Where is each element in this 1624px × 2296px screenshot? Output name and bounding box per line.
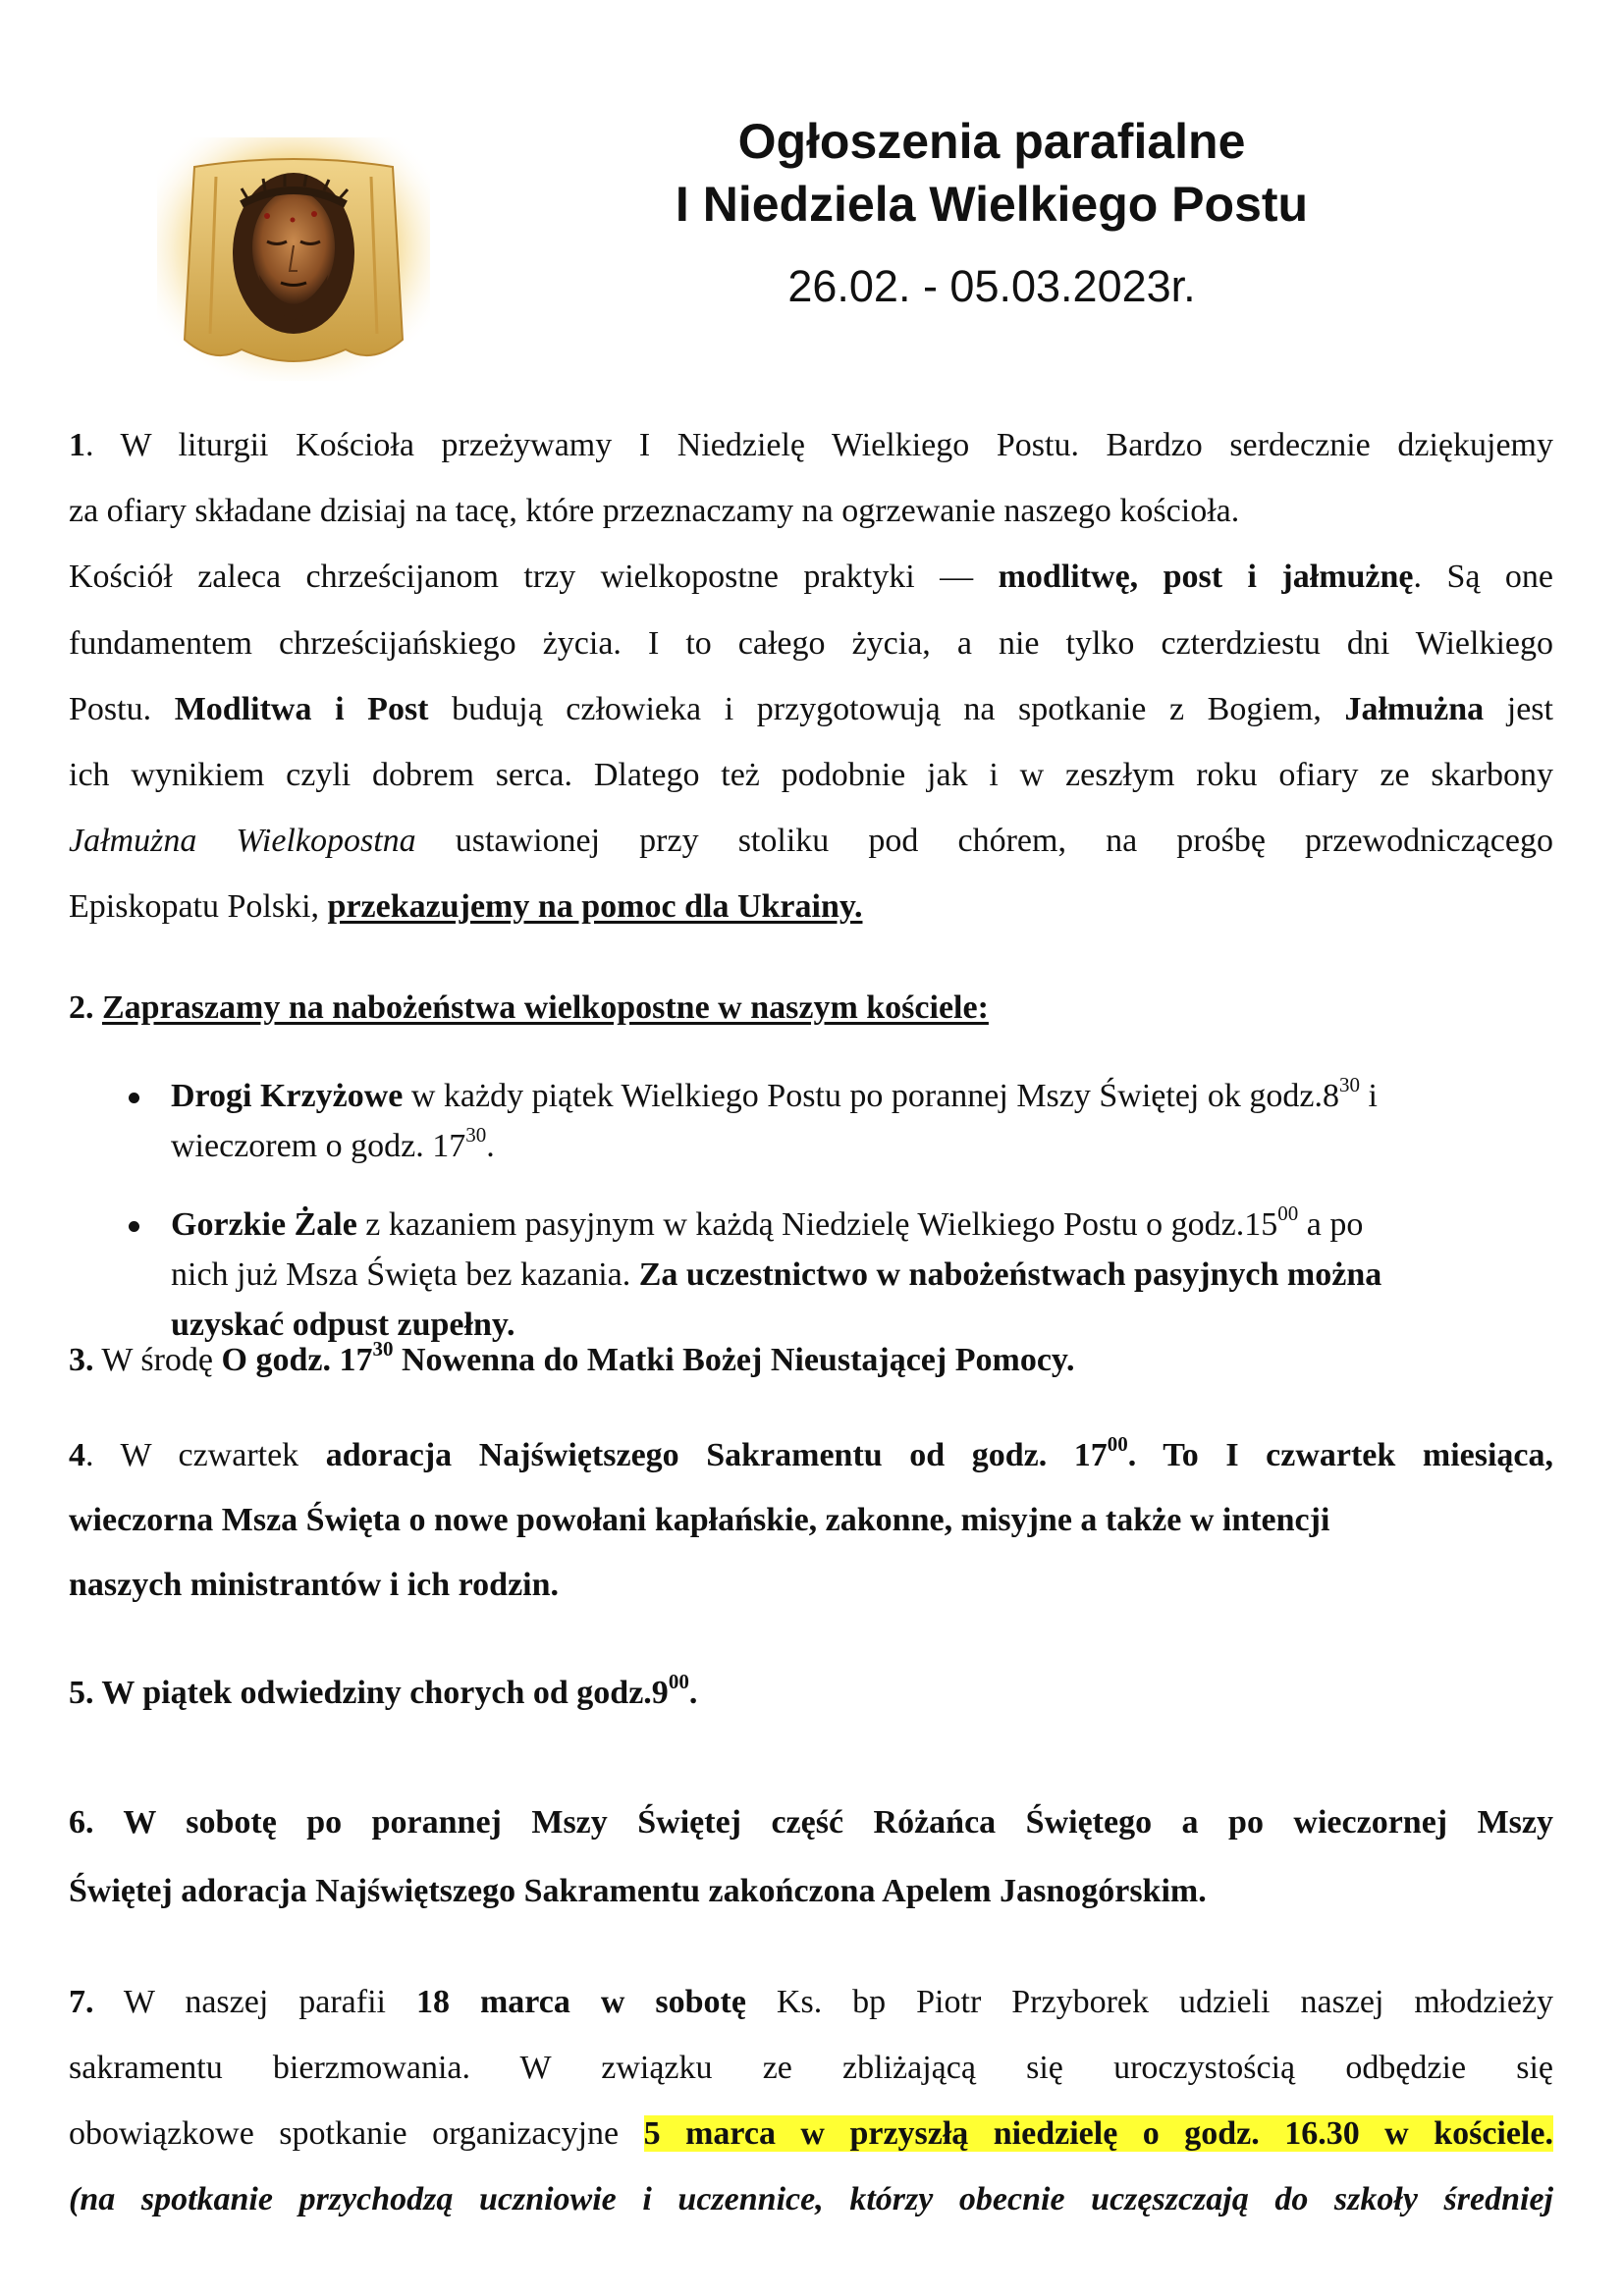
announcement-7 <box>69 1969 1553 2232</box>
highlighted-meeting-date: 5 marca w przyszłą niedzielę o godz. 16.30 w kościele. <box>643 2115 1553 2152</box>
date-range: 26.02. - 05.03.2023r. <box>787 261 1196 311</box>
announcement-7-line-2: sakramentu bierzmowania. W związku ze zbliżającą się uroczystością odbędzie się <box>69 2050 1553 2086</box>
announcement-4 <box>69 1423 1553 1618</box>
announcement-1-line-8: Episkopatu Polski, przekazujemy na pomoc dla Ukrainy. <box>69 888 863 925</box>
bullet-icon <box>129 1221 139 1232</box>
page-title: Ogłoszenia parafialne <box>737 114 1246 169</box>
page-subtitle: I Niedziela Wielkiego Postu <box>675 177 1309 232</box>
announcement-1 <box>69 412 1553 939</box>
announcement-2-heading: 2. Zapraszamy na nabożeństwa wielkopostne w naszym kościele: <box>69 989 989 1026</box>
announcement-1-line-1: 1. W liturgii Kościoła przeżywamy I Niedzielę Wielkiego Postu. Bardzo serdecznie dziękujemy <box>69 427 1553 463</box>
announcement-6-line-1: 6. W sobotę po porannej Mszy Świętej część Różańca Świętego a po wieczornej Mszy <box>69 1804 1553 1841</box>
service-list <box>69 1071 1553 1350</box>
announcement-1-line-2: za ofiary składane dzisiaj na tacę, które przeznaczamy na ogrzewanie naszego kościoła. <box>69 493 1240 529</box>
announcement-7-line-4: (na spotkanie przychodzą uczniowie i uczennice, którzy obecnie uczęszczają do szkoły średniej <box>69 2181 1553 2217</box>
announcement-1-line-3: Kościół zaleca chrześcijanom trzy wielkopostne praktyki — modlitwę, post i jałmużnę. Są one <box>69 559 1553 595</box>
bullet-icon <box>129 1093 139 1103</box>
list-item: Gorzkie Żale z kazaniem pasyjnym w każdą Niedzielę Wielkiego Postu o $godz.15^{00}$ a po nich już Msza Święta bez kazania. Za uczestnictwo w nabożeństwach pasyjnych można uzyskać odpust zupełny. <box>69 1200 1553 1350</box>
jesus-veil-illustration <box>157 137 430 381</box>
announcement-7-line-1: 7. W naszej parafii 18 marca w sobotę Ks. bp Piotr Przyborek udzieli naszej młodzieży <box>69 1984 1554 2020</box>
announcement-1-line-7: Jałmużna Wielkopostna ustawionej przy stoliku pod chórem, na prośbę przewodniczącego <box>69 823 1553 859</box>
jesus-veil-image <box>157 137 430 381</box>
announcement-6 <box>69 1789 1553 1926</box>
announcement-4-line-3: naszych ministrantów i ich rodzin. <box>69 1567 560 1603</box>
announcement-5: 5. W piątek odwiedziny chorych od $godz.9^{00}$. <box>69 1669 698 1711</box>
announcement-1-line-6: ich wynikiem czyli dobrem serca. Dlatego też podobnie jak i w zeszłym roku ofiary ze skarbony <box>69 757 1553 793</box>
announcement-4-line-1: 4. W czwartek adoracja Najświętszego Sakramentu od godz. $17^{00}$. To I czwartek miesiąca, <box>69 1431 1554 1473</box>
list-item: Drogi Krzyżowe w każdy piątek Wielkiego Postu po porannej Mszy Świętej ok $godz.8^{30}$ i wieczorem o godz. $17^{30}$. <box>69 1071 1553 1171</box>
announcement-1-line-5: Postu. Modlitwa i Post budują człowieka i przygotowują na spotkanie z Bogiem, Jałmużna jest <box>69 691 1553 727</box>
announcement-2 <box>69 986 1553 1350</box>
announcement-3: 3. W środę O godz. $17^{30}$ Nowenna do Matki Bożej Nieustającej Pomocy. <box>69 1336 1075 1378</box>
announcement-6-line-2: Świętej adoracja Najświętszego Sakramentu zakończona Apelem Jasnogórskim. <box>69 1873 1207 1909</box>
announcement-7-line-3: obowiązkowe spotkanie organizacyjne 5 marca w przyszłą niedzielę o godz. 16.30 w kościele. <box>69 2115 1553 2152</box>
header <box>599 110 1384 312</box>
announcement-1-line-4: fundamentem chrześcijańskiego życia. I to całego życia, a nie tylko czterdziestu dni Wielkiego <box>69 625 1553 662</box>
announcement-4-line-2: wieczorna Msza Święta o nowe powołani kapłańskie, zakonne, misyjne a także w intencji <box>69 1502 1330 1538</box>
